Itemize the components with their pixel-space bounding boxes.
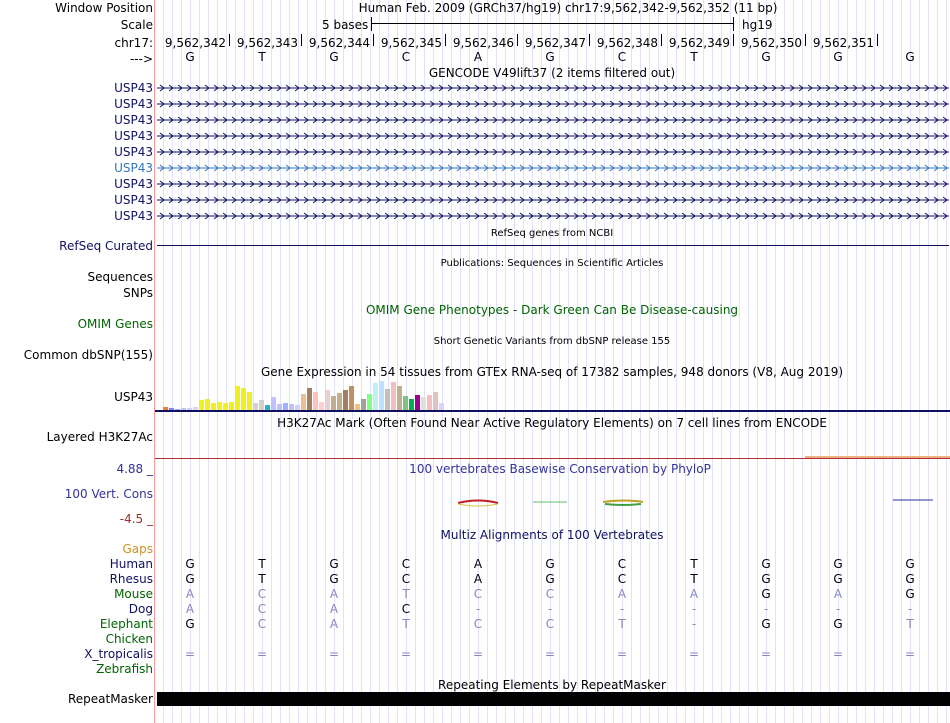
gencode-gene-line[interactable]	[157, 132, 949, 140]
repeatmasker-label[interactable]: RepeatMasker	[67, 692, 153, 706]
scale-label: Scale	[120, 18, 153, 32]
multiz-species-label[interactable]: Chicken	[105, 632, 153, 646]
multiz-base: G	[833, 617, 843, 631]
gencode-gene-label[interactable]: USP43	[114, 129, 153, 143]
reference-base: G	[545, 50, 555, 64]
phylop-label[interactable]: 100 Vert. Cons	[64, 487, 153, 501]
gtex-bar[interactable]	[361, 399, 366, 410]
grid-line	[874, 0, 875, 723]
gencode-gene-label[interactable]: USP43	[114, 81, 153, 95]
grid-line	[316, 0, 317, 723]
multiz-species-label[interactable]: Mouse	[114, 587, 153, 601]
gtex-bar[interactable]	[199, 400, 204, 410]
multiz-base: =	[832, 647, 844, 661]
dbsnp-label[interactable]: Common dbSNP(155)	[23, 348, 153, 362]
reference-base: C	[617, 50, 627, 64]
grid-line	[892, 0, 893, 723]
repeatmasker-title[interactable]: Repeating Elements by RepeatMasker	[438, 678, 666, 692]
grid-line	[253, 0, 254, 723]
multiz-base: C	[545, 617, 555, 631]
grid-line	[559, 0, 560, 723]
multiz-base: C	[617, 557, 627, 571]
grid-line	[685, 0, 686, 723]
publications-label-1[interactable]: Sequences	[87, 270, 153, 284]
multiz-base: A	[833, 587, 843, 601]
multiz-base: C	[257, 587, 267, 601]
reference-base: A	[473, 50, 483, 64]
gtex-bar[interactable]	[427, 395, 432, 410]
grid-line	[451, 0, 452, 723]
gtex-title[interactable]: Gene Expression in 54 tissues from GTEx RNA-seq of 17382 samples, 948 donors (V8, Aug 2019)	[260, 365, 844, 379]
grid-line	[568, 0, 569, 723]
grid-line	[757, 0, 758, 723]
ruler-tick	[733, 34, 734, 46]
repeatmasker-block[interactable]	[157, 692, 950, 706]
gtex-bar[interactable]	[385, 389, 390, 410]
gencode-gene-line[interactable]	[157, 196, 949, 204]
gtex-bar[interactable]	[313, 392, 318, 410]
grid-line	[442, 0, 443, 723]
ruler-tick-label: 9,562,350	[740, 36, 802, 50]
h3k27ac-label[interactable]: Layered H3K27Ac	[46, 430, 153, 444]
multiz-base: G	[761, 557, 771, 571]
multiz-base: -	[691, 602, 697, 616]
grid-line	[496, 0, 497, 723]
reference-base: T	[690, 50, 698, 64]
multiz-title[interactable]: Multiz Alignments of 100 Vertebrates	[440, 528, 664, 542]
gtex-bar[interactable]	[247, 392, 252, 410]
multiz-base: =	[184, 647, 196, 661]
grid-line	[208, 0, 209, 723]
gtex-bar[interactable]	[403, 396, 408, 410]
gtex-bar[interactable]	[241, 388, 246, 410]
grid-line	[523, 0, 524, 723]
multiz-base: T	[402, 587, 410, 601]
grid-line	[163, 0, 164, 723]
grid-line	[532, 0, 533, 723]
reference-base: G	[833, 50, 843, 64]
grid-line	[739, 0, 740, 723]
grid-line	[289, 0, 290, 723]
grid-line	[847, 0, 848, 723]
scale-right-tick	[733, 17, 734, 31]
grid-line	[676, 0, 677, 723]
gtex-bar[interactable]	[415, 395, 420, 410]
gtex-bar[interactable]	[205, 399, 210, 410]
refseq-title[interactable]: RefSeq genes from NCBI	[490, 228, 614, 239]
multiz-base: G	[329, 572, 339, 586]
phylop-min-label: -4.5 _	[119, 512, 153, 526]
phylop-title[interactable]: 100 vertebrates Basewise Conservation by PhyloP	[409, 462, 711, 476]
multiz-base: G	[905, 557, 915, 571]
multiz-base: G	[905, 587, 915, 601]
grid-line	[703, 0, 704, 723]
multiz-base: =	[400, 647, 412, 661]
grid-line	[298, 0, 299, 723]
grid-line	[487, 0, 488, 723]
multiz-base: A	[617, 587, 627, 601]
ruler-tick	[517, 34, 518, 46]
ruler-tick	[373, 34, 374, 46]
multiz-base: =	[544, 647, 556, 661]
multiz-base: =	[616, 647, 628, 661]
grid-line	[829, 0, 830, 723]
h3k27ac-baseline	[155, 458, 950, 459]
multiz-species-label[interactable]: Dog	[128, 602, 153, 616]
scale-left-tick	[371, 17, 372, 31]
grid-line	[613, 0, 614, 723]
grid-line	[244, 0, 245, 723]
multiz-base: -	[691, 617, 697, 631]
grid-line	[217, 0, 218, 723]
refseq-label[interactable]: RefSeq Curated	[59, 239, 153, 253]
multiz-base: G	[761, 572, 771, 586]
gtex-bar[interactable]	[211, 403, 216, 410]
gtex-bar[interactable]	[259, 400, 264, 410]
publications-label-2[interactable]: SNPs	[123, 286, 153, 300]
grid-line	[937, 0, 938, 723]
gtex-bar[interactable]	[367, 394, 372, 410]
gtex-bar[interactable]	[229, 402, 234, 410]
multiz-base: C	[257, 602, 267, 616]
grid-line	[541, 0, 542, 723]
gtex-bar[interactable]	[337, 393, 342, 410]
grid-line	[280, 0, 281, 723]
gtex-bar[interactable]	[307, 388, 312, 410]
gencode-gene-label[interactable]: USP43	[114, 209, 153, 223]
gtex-bar[interactable]	[421, 397, 426, 410]
multiz-base: C	[401, 602, 411, 616]
ruler-tick	[877, 34, 878, 46]
multiz-base: G	[545, 557, 555, 571]
grid-line	[433, 0, 434, 723]
omim-title[interactable]: OMIM Gene Phenotypes - Dark Green Can Be Disease-causing	[365, 303, 739, 317]
multiz-base: =	[328, 647, 340, 661]
multiz-base: T	[906, 617, 914, 631]
multiz-base: =	[904, 647, 916, 661]
grid-line	[865, 0, 866, 723]
ruler-tick	[805, 34, 806, 46]
grid-line	[307, 0, 308, 723]
grid-line	[784, 0, 785, 723]
gencode-gene-line[interactable]	[157, 164, 949, 172]
multiz-base: G	[329, 557, 339, 571]
grid-line	[199, 0, 200, 723]
grid-line	[919, 0, 920, 723]
chrom-label: chr17:	[114, 36, 153, 50]
strand-arrow-label[interactable]: --->	[129, 52, 153, 66]
multiz-species-label[interactable]: Zebrafish	[96, 662, 153, 676]
multiz-base: T	[690, 557, 698, 571]
gencode-gene-line[interactable]	[157, 84, 949, 92]
ruler-tick	[589, 34, 590, 46]
gencode-gene-line[interactable]	[157, 148, 949, 156]
gencode-gene-line[interactable]	[157, 212, 949, 220]
multiz-base: G	[833, 557, 843, 571]
multiz-species-label[interactable]: Elephant	[99, 617, 153, 631]
multiz-base: T	[690, 572, 698, 586]
label-separator	[154, 0, 155, 723]
grid-line	[370, 0, 371, 723]
gtex-bar[interactable]	[409, 399, 414, 410]
multiz-base: -	[475, 602, 481, 616]
grid-line	[946, 0, 947, 723]
multiz-base: C	[257, 617, 267, 631]
multiz-base: G	[905, 572, 915, 586]
grid-line	[415, 0, 416, 723]
gencode-gene-line[interactable]	[157, 180, 949, 188]
multiz-base: T	[402, 617, 410, 631]
ruler-tick-label: 9,562,348	[596, 36, 658, 50]
gtex-bar[interactable]	[235, 386, 240, 410]
gtex-bar[interactable]	[325, 390, 330, 410]
multiz-base: T	[618, 617, 626, 631]
gtex-bar[interactable]	[397, 386, 402, 410]
grid-line	[514, 0, 515, 723]
gtex-bar[interactable]	[349, 386, 354, 410]
gencode-title[interactable]: GENCODE V49lift37 (2 items filtered out)	[428, 66, 676, 80]
grid-line	[928, 0, 929, 723]
dbsnp-title[interactable]: Short Genetic Variants from dbSNP release 155	[433, 336, 671, 347]
gtex-bar[interactable]	[319, 402, 324, 410]
gtex-bar[interactable]	[439, 403, 444, 410]
gtex-baseline	[155, 410, 950, 412]
multiz-base: A	[185, 602, 195, 616]
grid-line	[721, 0, 722, 723]
reference-base: G	[905, 50, 915, 64]
multiz-base: G	[185, 572, 195, 586]
multiz-base: C	[617, 572, 627, 586]
multiz-base: G	[545, 572, 555, 586]
grid-line	[748, 0, 749, 723]
multiz-base: T	[258, 572, 266, 586]
ruler-tick-label: 9,562,346	[452, 36, 514, 50]
ruler-tick-label: 9,562,349	[668, 36, 730, 50]
gtex-bar[interactable]	[373, 383, 378, 410]
multiz-base: C	[473, 587, 483, 601]
multiz-base: C	[401, 557, 411, 571]
ruler-tick-label: 9,562,347	[524, 36, 586, 50]
ruler-tick-label: 9,562,342	[164, 36, 226, 50]
gtex-bar[interactable]	[343, 390, 348, 410]
grid-line	[604, 0, 605, 723]
phylop-max-label: 4.88 _	[116, 462, 153, 476]
phylop-mark	[458, 501, 498, 504]
grid-line	[388, 0, 389, 723]
ruler-tick-label: 9,562,351	[812, 36, 874, 50]
multiz-base: G	[761, 617, 771, 631]
grid-line	[343, 0, 344, 723]
h3k27ac-signal	[805, 456, 950, 458]
grid-line	[271, 0, 272, 723]
refseq-gene-line[interactable]	[157, 245, 949, 246]
multiz-base: =	[760, 647, 772, 661]
grid-line	[235, 0, 236, 723]
grid-line	[379, 0, 380, 723]
multiz-base: =	[256, 647, 268, 661]
phylop-mark	[605, 504, 641, 505]
gencode-gene-label[interactable]: USP43	[114, 113, 153, 127]
grid-line	[883, 0, 884, 723]
gtex-bar[interactable]	[283, 403, 288, 410]
grid-line	[730, 0, 731, 723]
multiz-base: C	[545, 587, 555, 601]
multiz-base: -	[619, 602, 625, 616]
reference-base: G	[185, 50, 195, 64]
multiz-base: A	[185, 587, 195, 601]
multiz-base: -	[547, 602, 553, 616]
assembly-label: hg19	[742, 18, 773, 32]
multiz-species-label[interactable]: Human	[109, 557, 153, 571]
multiz-species-label[interactable]: Rhesus	[109, 572, 153, 586]
multiz-base: A	[329, 617, 339, 631]
scale-bar	[371, 23, 733, 24]
multiz-species-label[interactable]: X_tropicalis	[84, 647, 153, 661]
gtex-bar[interactable]	[253, 403, 258, 410]
multiz-base: A	[329, 587, 339, 601]
gtex-bar[interactable]	[271, 397, 276, 410]
grid-line	[775, 0, 776, 723]
grid-line	[460, 0, 461, 723]
reference-base: G	[761, 50, 771, 64]
grid-line	[424, 0, 425, 723]
gtex-bar[interactable]	[223, 403, 228, 410]
grid-line	[397, 0, 398, 723]
grid-line	[658, 0, 659, 723]
ruler-tick	[301, 34, 302, 46]
multiz-base: A	[329, 602, 339, 616]
multiz-base: G	[833, 572, 843, 586]
ruler-tick	[661, 34, 662, 46]
multiz-base: G	[185, 617, 195, 631]
grid-line	[595, 0, 596, 723]
multiz-base: -	[907, 602, 913, 616]
gtex-gene-label[interactable]: USP43	[114, 390, 153, 404]
grid-line	[811, 0, 812, 723]
reference-base: C	[401, 50, 411, 64]
gencode-gene-label[interactable]: USP43	[114, 145, 153, 159]
gtex-bar[interactable]	[331, 396, 336, 410]
gencode-gene-label[interactable]: USP43	[114, 177, 153, 191]
phylop-mark	[458, 504, 498, 506]
gtex-bar[interactable]	[433, 392, 438, 410]
gencode-gene-label[interactable]: USP43	[114, 97, 153, 111]
grid-line	[640, 0, 641, 723]
phylop-signal[interactable]	[155, 490, 950, 520]
multiz-base: A	[473, 572, 483, 586]
grid-line	[505, 0, 506, 723]
grid-line	[226, 0, 227, 723]
ruler-tick	[229, 34, 230, 46]
grid-line	[802, 0, 803, 723]
grid-line	[586, 0, 587, 723]
grid-line	[667, 0, 668, 723]
scale-text: 5 bases	[322, 18, 369, 32]
gencode-gene-label[interactable]: USP43	[114, 193, 153, 207]
grid-line	[352, 0, 353, 723]
ruler-tick	[445, 34, 446, 46]
ruler-tick-label: 9,562,344	[308, 36, 370, 50]
multiz-base: C	[401, 572, 411, 586]
multiz-gaps-label[interactable]: Gaps	[122, 542, 153, 556]
gencode-gene-line[interactable]	[157, 100, 949, 108]
gtex-bar[interactable]	[217, 402, 222, 410]
grid-line	[649, 0, 650, 723]
publications-title[interactable]: Publications: Sequences in Scientific Articles	[440, 258, 664, 269]
multiz-base: G	[761, 587, 771, 601]
multiz-base: -	[763, 602, 769, 616]
grid-line	[856, 0, 857, 723]
grid-line	[172, 0, 173, 723]
gtex-bar[interactable]	[391, 382, 396, 410]
window-position-label: Window Position	[55, 1, 153, 15]
multiz-base: C	[473, 617, 483, 631]
multiz-base: A	[689, 587, 699, 601]
gtex-bar[interactable]	[301, 394, 306, 410]
multiz-base: =	[472, 647, 484, 661]
grid-line	[631, 0, 632, 723]
h3k27ac-title[interactable]: H3K27Ac Mark (Often Found Near Active Regulatory Elements) on 7 cell lines from ENCODE	[277, 416, 827, 430]
gencode-gene-label[interactable]: USP43	[114, 161, 153, 175]
grid-line	[901, 0, 902, 723]
multiz-base: -	[835, 602, 841, 616]
multiz-base: =	[688, 647, 700, 661]
reference-base: T	[258, 50, 266, 64]
multiz-base: A	[473, 557, 483, 571]
phylop-mark	[603, 501, 643, 503]
position-text: Human Feb. 2009 (GRCh37/hg19) chr17:9,562,342-9,562,352 (11 bp)	[358, 1, 778, 15]
reference-base: G	[329, 50, 339, 64]
multiz-base: T	[258, 557, 266, 571]
grid-line	[793, 0, 794, 723]
grid-line	[820, 0, 821, 723]
grid-line	[325, 0, 326, 723]
grid-line	[712, 0, 713, 723]
ruler-tick-label: 9,562,343	[236, 36, 298, 50]
grid-line	[577, 0, 578, 723]
grid-line	[469, 0, 470, 723]
multiz-base: G	[185, 557, 195, 571]
grid-line	[361, 0, 362, 723]
gencode-gene-line[interactable]	[157, 116, 949, 124]
gtex-bar[interactable]	[379, 381, 384, 410]
grid-line	[181, 0, 182, 723]
ruler-tick-label: 9,562,345	[380, 36, 442, 50]
omim-label[interactable]: OMIM Genes	[77, 317, 153, 331]
